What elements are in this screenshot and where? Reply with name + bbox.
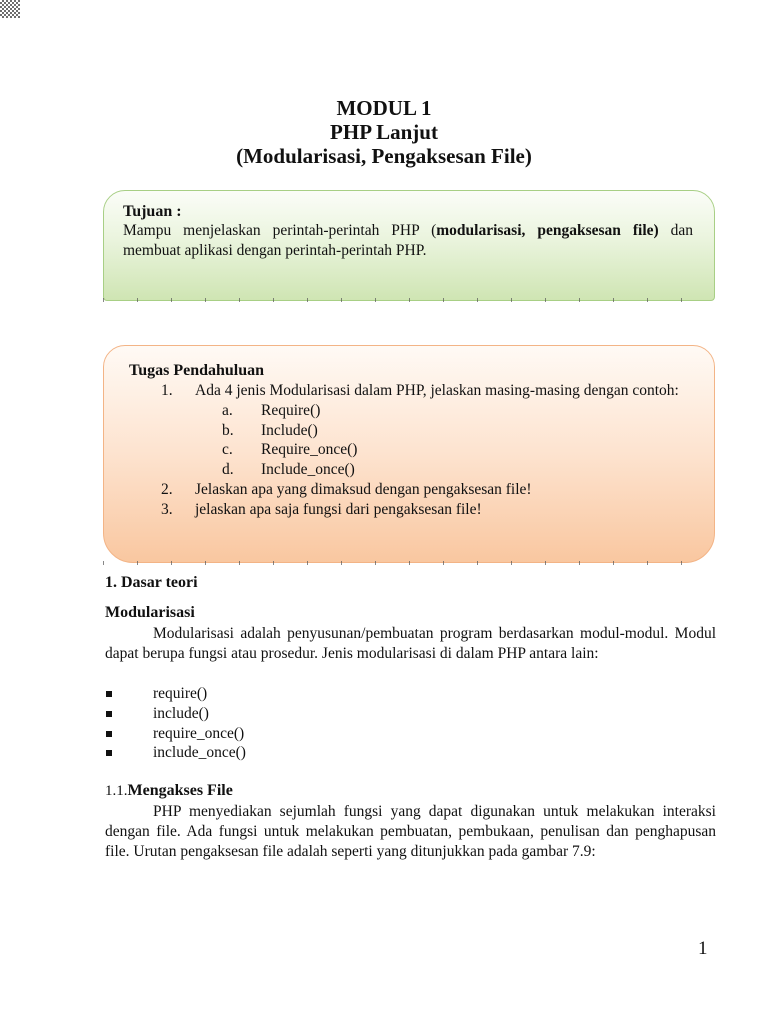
tugas-item bbox=[155, 480, 688, 500]
tugas-item-number: 2. bbox=[161, 480, 173, 498]
bullet-item bbox=[105, 724, 246, 744]
subitem-text: Include() bbox=[261, 421, 318, 439]
page-number: 1 bbox=[698, 938, 708, 959]
bullet-item bbox=[105, 704, 246, 724]
tugas-sublist bbox=[222, 401, 688, 480]
subitem-letter: d. bbox=[222, 461, 234, 479]
tujuan-text-start: Mampu menjelaskan perintah-perintah PHP ( bbox=[123, 222, 437, 239]
square-bullet-icon bbox=[106, 711, 112, 717]
tugas-subitem bbox=[222, 421, 688, 441]
subheading-modularisasi: Modularisasi bbox=[105, 604, 195, 621]
tugas-heading: Tugas Pendahuluan bbox=[129, 362, 265, 379]
title-line-subject: PHP Lanjut bbox=[330, 120, 438, 144]
bullet-text: include() bbox=[153, 704, 209, 722]
mengakses-file-paragraph: PHP menyediakan sejumlah fungsi yang dapat digunakan untuk melakukan interaksi dengan file. Ada fungsi untuk melakukan pembuatan, pembukaan, penulisan dan penghapusan file. Urutan pengaksesan file adalah seperti yang ditunjukkan pada gambar 7.9: bbox=[105, 803, 716, 860]
subheading-mengakses-file bbox=[105, 781, 233, 801]
square-bullet-icon bbox=[106, 731, 112, 737]
tujuan-text-end: dan membuat aplikasi dengan perintah-perintah PHP. bbox=[123, 222, 694, 259]
section-heading-dasar-teori: 1. Dasar teori bbox=[105, 574, 198, 591]
subitem-letter: c. bbox=[222, 441, 233, 459]
modularisasi-paragraph: Modularisasi adalah penyusunan/pembuatan program berdasarkan modul-modul. Modul dapat berupa fungsi atau prosedur. Jenis modularisasi di dalam PHP antara lain: bbox=[105, 625, 716, 662]
bullet-text: require_once() bbox=[153, 724, 245, 742]
page-title bbox=[0, 96, 768, 168]
subitem-letter: a. bbox=[222, 401, 233, 419]
subitem-text: Include_once() bbox=[261, 461, 355, 479]
bullet-item bbox=[105, 743, 246, 763]
tugas-item-text: Ada 4 jenis Modularisasi dalam PHP, jelaskan masing-masing dengan contoh: bbox=[195, 382, 679, 399]
tugas-subitem bbox=[222, 401, 688, 421]
bullet-text: require() bbox=[153, 685, 208, 702]
tugas-box-tick-row bbox=[103, 561, 715, 565]
tugas-item bbox=[155, 381, 688, 480]
tugas-item-number: 1. bbox=[161, 382, 173, 399]
subitem-text: Require_once() bbox=[261, 441, 358, 459]
tugas-subitem bbox=[222, 440, 688, 460]
subheading-number: 1.1. bbox=[105, 783, 128, 799]
bullet-text: include_once() bbox=[153, 744, 246, 762]
tujuan-box-tick-row bbox=[103, 298, 715, 302]
tugas-item bbox=[155, 500, 688, 520]
tugas-item-number: 3. bbox=[161, 500, 173, 518]
scan-corner-mark bbox=[0, 0, 20, 18]
subitem-text: Require() bbox=[261, 401, 321, 419]
tugas-list bbox=[155, 381, 688, 520]
subheading-title: Mengakses File bbox=[127, 782, 233, 799]
square-bullet-icon bbox=[106, 691, 112, 697]
tugas-item-text: jelaskan apa saja fungsi dari pengaksesan file! bbox=[195, 500, 482, 518]
tugas-item-text: Jelaskan apa yang dimaksud dengan pengaksesan file! bbox=[195, 480, 532, 498]
bullet-item bbox=[105, 684, 246, 704]
tugas-subitem bbox=[222, 460, 688, 480]
tujuan-text-bold: modularisasi, pengaksesan file) bbox=[436, 222, 659, 239]
tujuan-text bbox=[123, 221, 693, 260]
modularisasi-bullet-list bbox=[105, 684, 246, 763]
square-bullet-icon bbox=[106, 750, 112, 756]
title-line-modul: MODUL 1 bbox=[336, 96, 432, 120]
subitem-letter: b. bbox=[222, 421, 234, 439]
title-line-topics: (Modularisasi, Pengaksesan File) bbox=[236, 144, 532, 168]
tujuan-heading: Tujuan : bbox=[123, 203, 182, 220]
